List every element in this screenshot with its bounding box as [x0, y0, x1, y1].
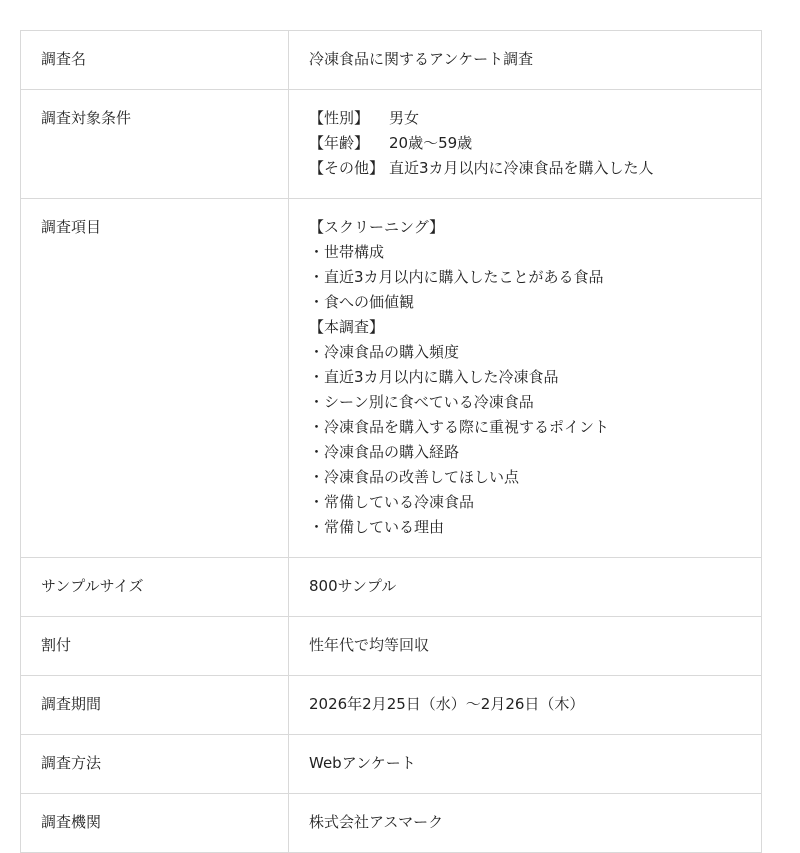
row-label: 調査方法 — [21, 735, 289, 794]
table-row — [21, 735, 762, 794]
condition-item — [309, 156, 741, 181]
list-item: ・冷凍食品を購入する際に重視するポイント — [309, 418, 610, 436]
table-row — [21, 617, 762, 676]
table-row — [21, 31, 762, 90]
list-item: 【本調査】 — [309, 318, 385, 336]
row-value: 冷凍食品に関するアンケート調査 — [289, 31, 762, 90]
list-item: 【スクリーニング】 — [309, 218, 445, 236]
row-label: 調査期間 — [21, 676, 289, 735]
list-item: ・シーン別に食べている冷凍食品 — [309, 393, 534, 411]
list-item: ・常備している冷凍食品 — [309, 493, 475, 511]
list-item: ・常備している理由 — [309, 518, 445, 536]
survey-overview-table — [20, 30, 762, 853]
table-row — [21, 794, 762, 853]
table-row — [21, 199, 762, 558]
row-value: 2026年2月25日（水）～2月26日（木） — [289, 676, 762, 735]
condition-value: 直近3カ月以内に冷凍食品を購入した人 — [389, 159, 654, 177]
list-item: ・直近3カ月以内に購入したことがある食品 — [309, 268, 604, 286]
condition-item — [309, 106, 741, 131]
list-item: ・食への価値観 — [309, 293, 415, 311]
row-value: Webアンケート — [289, 735, 762, 794]
row-label: サンプルサイズ — [21, 558, 289, 617]
list-item: ・冷凍食品の購入頻度 — [309, 343, 460, 361]
condition-key: 【年齢】 — [309, 134, 370, 152]
condition-item — [309, 131, 741, 156]
table-row — [21, 90, 762, 199]
list-item: ・冷凍食品の改善してほしい点 — [309, 468, 520, 486]
row-label: 調査機関 — [21, 794, 289, 853]
conditions-cell — [289, 90, 762, 199]
survey-items-cell — [289, 199, 762, 558]
condition-key: 【性別】 — [309, 109, 370, 127]
table-row — [21, 558, 762, 617]
row-label: 割付 — [21, 617, 289, 676]
list-item: ・直近3カ月以内に購入した冷凍食品 — [309, 368, 559, 386]
row-label: 調査項目 — [21, 199, 289, 558]
condition-value: 男女 — [389, 109, 420, 127]
row-label: 調査名 — [21, 31, 289, 90]
list-item: ・世帯構成 — [309, 243, 385, 261]
row-value: 株式会社アスマーク — [289, 794, 762, 853]
row-label: 調査対象条件 — [21, 90, 289, 199]
condition-value: 20歳～59歳 — [389, 134, 473, 152]
row-value: 800サンプル — [289, 558, 762, 617]
table-row — [21, 676, 762, 735]
list-item: ・冷凍食品の購入経路 — [309, 443, 460, 461]
row-value: 性年代で均等回収 — [289, 617, 762, 676]
condition-key: 【その他】 — [309, 159, 385, 177]
